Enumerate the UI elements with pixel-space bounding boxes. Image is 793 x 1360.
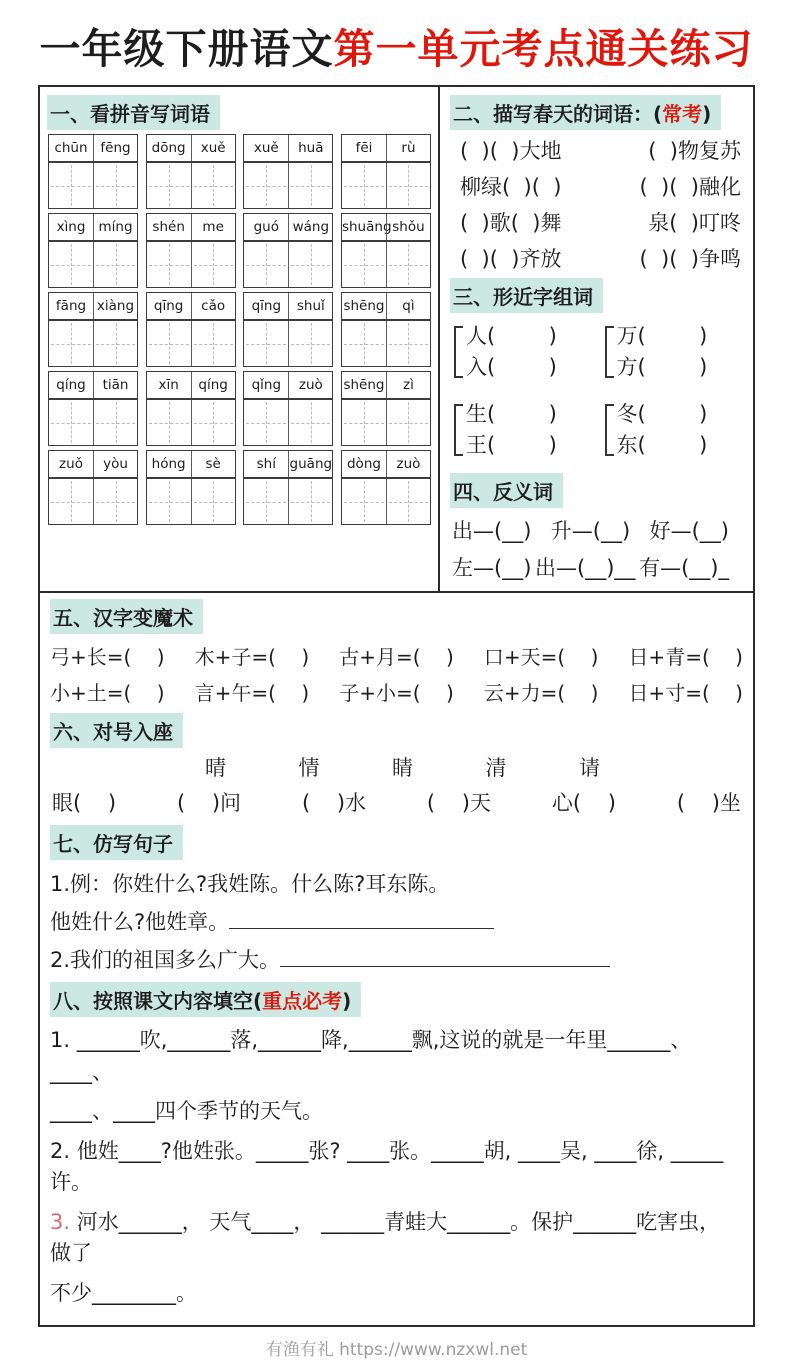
character-writing-cell xyxy=(147,479,191,524)
similar-char-group xyxy=(605,399,744,461)
antonyms-list xyxy=(450,515,743,582)
pinyin-syllable-row xyxy=(147,372,235,400)
section-1-header-label: 一、看拼音写词语 xyxy=(47,95,220,130)
spring-word-item: ( )( )大地 xyxy=(460,139,562,164)
writing-cells-row xyxy=(147,242,235,287)
similar-char-line: 生( ) xyxy=(466,402,557,427)
character-writing-cell xyxy=(288,479,332,524)
char-magic-item: 弓+长=( ) xyxy=(50,645,165,670)
spring-words-list xyxy=(450,134,743,274)
character-writing-cell xyxy=(191,163,235,208)
pinyin-syllable-row xyxy=(244,293,332,321)
pinyin-syllable: xiàng xyxy=(93,293,137,319)
matching-answers-row xyxy=(52,787,741,817)
character-writing-cell xyxy=(49,163,93,208)
section-3-header-label: 三、形近字组词 xyxy=(450,278,603,313)
pinyin-grid xyxy=(47,134,432,525)
antonyms-line xyxy=(452,552,741,582)
pinyin-syllable-row xyxy=(49,135,137,163)
pinyin-syllable: tiān xyxy=(93,372,137,398)
character-writing-cell xyxy=(386,163,430,208)
pinyin-syllable: wáng xyxy=(288,214,332,240)
similar-char-line: 方( ) xyxy=(616,355,708,380)
spring-word-item: ( )( )融化 xyxy=(639,175,741,200)
pinyin-syllable-row xyxy=(342,372,430,400)
section-fill-blanks xyxy=(50,982,743,1309)
writing-cells-row xyxy=(244,479,332,524)
similar-char-line: 入( ) xyxy=(466,355,557,380)
character-writing-cell xyxy=(191,479,235,524)
pinyin-syllable: qǐng xyxy=(251,377,282,394)
pinyin-word-block xyxy=(341,371,431,446)
pinyin-word-block xyxy=(48,371,138,446)
character-writing-cell xyxy=(191,242,235,287)
pinyin-syllable-row xyxy=(147,293,235,321)
similar-chars-grid xyxy=(454,321,743,461)
worksheet-body xyxy=(38,85,755,1327)
candidate-char: 情 xyxy=(298,756,320,781)
writing-cells-row xyxy=(49,163,137,208)
spring-word-item: 柳绿( )( ) xyxy=(460,175,562,200)
char-magic-line xyxy=(50,677,743,706)
pinyin-syllable: xuě xyxy=(253,140,279,157)
must-test-badge: 重点必考 xyxy=(262,989,343,1014)
badge-paren-close: ) xyxy=(342,989,352,1014)
pinyin-word-block xyxy=(146,292,236,367)
candidate-char: 清 xyxy=(485,756,507,781)
candidate-char: 请 xyxy=(579,756,600,781)
writing-cells-row xyxy=(342,321,430,366)
section-1-header xyxy=(47,95,432,130)
char-magic-item: 日+寸=( ) xyxy=(628,681,743,706)
pinyin-word-block xyxy=(146,371,236,446)
pinyin-row xyxy=(48,450,431,525)
section-2-header xyxy=(450,95,743,130)
pinyin-syllable-row xyxy=(147,451,235,479)
pinyin-syllable: qīng xyxy=(153,298,184,315)
character-writing-cell xyxy=(342,400,386,445)
writing-cells-row xyxy=(147,479,235,524)
candidate-char: 晴 xyxy=(205,756,226,781)
similar-char-group xyxy=(605,321,744,383)
pinyin-syllable: cǎo xyxy=(191,293,235,319)
character-writing-cell xyxy=(386,321,430,366)
pinyin-syllable: dòng xyxy=(346,456,381,473)
section-7-header xyxy=(50,825,743,860)
writing-cells-row xyxy=(244,400,332,445)
writing-cells-row xyxy=(342,479,430,524)
pinyin-syllable-row xyxy=(342,451,430,479)
char-magic-item: 古+月=( ) xyxy=(339,645,454,670)
matching-answer-item: 心( ) xyxy=(551,791,616,816)
character-writing-cell xyxy=(244,400,288,445)
right-column xyxy=(440,87,753,591)
pinyin-syllable: shén xyxy=(152,219,185,236)
pinyin-syllable-row xyxy=(342,135,430,163)
section-spring-words xyxy=(450,95,743,274)
title-black-part: 一年级下册语文 xyxy=(39,26,334,72)
section-7-header-label: 七、仿写句子 xyxy=(50,825,183,860)
character-writing-cell xyxy=(386,479,430,524)
similar-char-line: 东( ) xyxy=(616,433,708,458)
pinyin-syllable: xīn xyxy=(158,377,179,394)
fill-blank-item-2: 2. 他姓____?他姓张。_____张? ____张。_____胡, ____吴, ____徐, _____许。 xyxy=(50,1138,724,1195)
page-title xyxy=(0,26,793,73)
antonym-item: 好—(__) xyxy=(649,519,729,544)
character-writing-cell xyxy=(342,321,386,366)
char-magic-item: 小+土=( ) xyxy=(50,681,165,706)
section-8-header-label: 八、按照课文内容填空 xyxy=(53,989,253,1014)
pinyin-syllable-row xyxy=(147,214,235,242)
example-sentence: 1.例：你姓什么?我姓陈。什么陈?耳东陈。 xyxy=(50,872,450,897)
answer-blank-line xyxy=(229,914,494,929)
similar-char-lines xyxy=(617,399,708,461)
pinyin-syllable: guāng xyxy=(288,451,332,477)
similar-char-group xyxy=(454,321,593,383)
pinyin-syllable: dōng xyxy=(151,140,186,157)
section-5-header xyxy=(50,599,743,634)
pinyin-syllable: zì xyxy=(386,372,430,398)
pinyin-syllable: shuǐ xyxy=(288,293,332,319)
badge-paren-close: ) xyxy=(702,102,712,127)
pinyin-syllable: rù xyxy=(386,135,430,161)
pinyin-syllable: zuò xyxy=(386,451,430,477)
writing-cells-row xyxy=(342,163,430,208)
pinyin-word-block xyxy=(48,134,138,209)
pinyin-syllable: fēi xyxy=(355,140,373,157)
character-writing-cell xyxy=(342,163,386,208)
character-writing-cell xyxy=(191,321,235,366)
character-writing-cell xyxy=(49,400,93,445)
writing-cells-row xyxy=(49,321,137,366)
pinyin-syllable: qīng xyxy=(251,298,282,315)
item-3-number: 3. xyxy=(50,1209,71,1234)
pinyin-word-block xyxy=(146,213,236,288)
pinyin-syllable-row xyxy=(342,293,430,321)
character-writing-cell xyxy=(49,479,93,524)
antonym-item: 出—(__)__ xyxy=(535,556,636,581)
pinyin-syllable: shēng xyxy=(343,377,385,394)
pinyin-syllable: zuò xyxy=(288,372,332,398)
pinyin-syllable: míng xyxy=(93,214,137,240)
spring-word-item: ( )歌( )舞 xyxy=(460,211,562,236)
spring-words-row xyxy=(450,134,743,166)
pinyin-syllable-row xyxy=(49,451,137,479)
similar-char-lines xyxy=(617,321,708,383)
antonym-item: 左—(__) xyxy=(452,556,532,581)
similar-char-line: 王( ) xyxy=(466,433,557,458)
char-magic-item: 言+午=( ) xyxy=(194,681,310,706)
character-writing-cell xyxy=(244,321,288,366)
matching-answer-item: ( )水 xyxy=(301,791,367,816)
left-bracket-shape xyxy=(605,404,614,456)
pinyin-word-block xyxy=(341,134,431,209)
similar-char-lines xyxy=(466,321,557,383)
writing-cells-row xyxy=(244,163,332,208)
section-pinyin-words xyxy=(40,87,440,591)
section-5-header-label: 五、汉字变魔术 xyxy=(50,599,203,634)
pinyin-syllable: guó xyxy=(253,219,279,236)
pinyin-row xyxy=(48,134,431,209)
pinyin-syllable: shēng xyxy=(343,298,385,315)
character-writing-cell xyxy=(191,400,235,445)
character-writing-cell xyxy=(288,242,332,287)
character-writing-cell xyxy=(288,321,332,366)
character-writing-cell xyxy=(386,400,430,445)
two-column-area xyxy=(40,87,753,593)
footer-watermark: 有渔有礼 https://www.nzxwl.net xyxy=(265,1340,528,1360)
pinyin-word-block xyxy=(48,292,138,367)
pinyin-syllable: yòu xyxy=(93,451,137,477)
fill-blank-item-3-line-2: 不少________。 xyxy=(50,1280,197,1305)
pinyin-word-block xyxy=(243,450,333,525)
spring-word-item: ( )( )齐放 xyxy=(460,247,562,272)
spring-word-item: ( )物复苏 xyxy=(648,139,741,164)
left-bracket-shape xyxy=(454,404,463,456)
character-writing-cell xyxy=(147,242,191,287)
character-writing-cell xyxy=(288,400,332,445)
fill-blank-item-3-line-1: 3. 河水______， 天气____， ______青蛙大______。保护______吃害虫， 做了 xyxy=(50,1209,721,1266)
similar-char-lines xyxy=(466,399,557,461)
pinyin-word-block xyxy=(243,292,333,367)
pinyin-row xyxy=(48,371,431,446)
writing-cells-row xyxy=(49,242,137,287)
section-matching xyxy=(50,713,743,817)
character-writing-cell xyxy=(288,163,332,208)
worksheet-page xyxy=(0,26,793,1360)
bottom-area xyxy=(40,593,753,1325)
badge-paren-open: ( xyxy=(253,989,263,1014)
pinyin-syllable: sè xyxy=(191,451,235,477)
pinyin-syllable: huā xyxy=(288,135,332,161)
pinyin-syllable: zuǒ xyxy=(59,456,83,473)
character-writing-cell xyxy=(244,163,288,208)
similar-char-group xyxy=(454,399,593,461)
pinyin-word-block xyxy=(48,213,138,288)
antonym-item: 有—(__)_ xyxy=(639,556,729,581)
section-6-header xyxy=(50,713,743,748)
pinyin-syllable: chūn xyxy=(54,140,88,157)
char-magic-item: 云+力=( ) xyxy=(483,681,599,706)
character-writing-cell xyxy=(342,479,386,524)
pinyin-word-block xyxy=(243,371,333,446)
writing-cells-row xyxy=(244,321,332,366)
section-3-header xyxy=(450,278,743,313)
pinyin-word-block xyxy=(341,213,431,288)
character-writing-cell xyxy=(93,321,137,366)
matching-answer-item: ( )问 xyxy=(176,791,242,816)
spring-words-row xyxy=(450,206,743,238)
matching-answer-item: ( )坐 xyxy=(676,791,741,816)
pinyin-syllable: qíng xyxy=(191,372,235,398)
character-writing-cell xyxy=(244,242,288,287)
pinyin-syllable-row xyxy=(49,214,137,242)
section-similar-chars xyxy=(450,278,743,461)
spring-words-row xyxy=(450,170,743,202)
similar-char-line: 人( ) xyxy=(466,324,557,349)
writing-cells-row xyxy=(49,400,137,445)
character-writing-cell xyxy=(93,242,137,287)
character-writing-cell xyxy=(386,242,430,287)
similar-char-line: 万( ) xyxy=(616,324,708,349)
writing-cells-row xyxy=(244,242,332,287)
answer-blank-line xyxy=(280,952,610,967)
spring-word-item: 泉( )叮咚 xyxy=(648,211,741,236)
pinyin-word-block xyxy=(243,134,333,209)
character-writing-cell xyxy=(147,321,191,366)
pinyin-syllable: shuāng xyxy=(341,219,392,236)
section-char-magic xyxy=(50,599,743,706)
pinyin-syllable-row xyxy=(49,293,137,321)
antonym-item: 升—(__) xyxy=(550,519,631,544)
character-writing-cell xyxy=(93,479,137,524)
fill-blank-item-1-line-1: 1. ______吹,______落,______降,______飘,这说的就是一年里______、____、 xyxy=(50,1028,692,1084)
candidate-char: 睛 xyxy=(392,756,413,781)
pinyin-word-block xyxy=(146,134,236,209)
section-4-header xyxy=(450,473,743,508)
pinyin-syllable-row xyxy=(244,372,332,400)
similar-char-line: 冬( ) xyxy=(616,402,708,427)
imitate-prompt-2: 2.我们的祖国多么广大。 xyxy=(50,944,743,974)
character-writing-cell xyxy=(93,400,137,445)
char-magic-item: 子+小=( ) xyxy=(339,681,454,706)
spring-word-item: ( )( )争鸣 xyxy=(639,247,741,272)
pinyin-syllable-row xyxy=(244,214,332,242)
character-writing-cell xyxy=(93,163,137,208)
char-magic-line xyxy=(50,641,743,670)
pinyin-word-block xyxy=(341,450,431,525)
pinyin-syllable: me xyxy=(191,214,235,240)
writing-cells-row xyxy=(342,400,430,445)
char-magic-list xyxy=(50,641,743,706)
pinyin-syllable: xìng xyxy=(56,219,86,236)
character-writing-cell xyxy=(49,242,93,287)
pinyin-row xyxy=(48,292,431,367)
char-magic-item: 日+青=( ) xyxy=(628,645,743,670)
character-writing-cell xyxy=(147,163,191,208)
section-sentence-imitation xyxy=(50,825,743,974)
section-2-header-label: 二、描写春天的词语： xyxy=(453,102,653,127)
antonyms-line xyxy=(452,515,741,545)
matching-answer-item: 眼( ) xyxy=(52,791,117,816)
pinyin-word-block xyxy=(48,450,138,525)
left-bracket-shape xyxy=(605,326,614,378)
section-8-header xyxy=(50,982,743,1017)
pinyin-syllable-row xyxy=(49,372,137,400)
imitate-prompt-1: 他姓什么?他姓章。 xyxy=(50,906,743,936)
character-writing-cell xyxy=(147,400,191,445)
spring-words-row xyxy=(450,242,743,274)
character-writing-cell xyxy=(244,479,288,524)
candidate-chars-row xyxy=(205,752,600,782)
writing-cells-row xyxy=(49,479,137,524)
pinyin-word-block xyxy=(243,213,333,288)
fill-blank-item-1-line-2: ____、____四个季节的天气。 xyxy=(50,1099,323,1124)
pinyin-syllable-row xyxy=(244,451,332,479)
writing-cells-row xyxy=(147,400,235,445)
pinyin-syllable: shǒu xyxy=(386,214,430,240)
writing-cells-row xyxy=(147,163,235,208)
antonym-item: 出—(__) xyxy=(452,519,532,544)
title-red-part: 第一单元考点通关练习 xyxy=(333,26,754,72)
section-6-header-label: 六、对号入座 xyxy=(50,713,183,748)
pinyin-syllable: hóng xyxy=(151,456,186,473)
character-writing-cell xyxy=(49,321,93,366)
writing-cells-row xyxy=(147,321,235,366)
char-magic-item: 口+天=( ) xyxy=(483,645,599,670)
writing-cells-row xyxy=(342,242,430,287)
pinyin-word-block xyxy=(146,450,236,525)
pinyin-row xyxy=(48,213,431,288)
often-tested-badge: 常考 xyxy=(662,102,703,127)
badge-paren-open: ( xyxy=(653,102,663,127)
section-4-header-label: 四、反义词 xyxy=(450,473,563,508)
pinyin-syllable: qì xyxy=(386,293,430,319)
pinyin-syllable-row xyxy=(342,214,430,242)
left-bracket-shape xyxy=(454,326,463,378)
pinyin-syllable: fāng xyxy=(55,298,87,315)
pinyin-word-block xyxy=(341,292,431,367)
pinyin-syllable-row xyxy=(244,135,332,163)
character-writing-cell xyxy=(342,242,386,287)
pinyin-syllable: qíng xyxy=(56,377,86,394)
pinyin-syllable: shí xyxy=(256,456,276,473)
matching-answer-item: ( )天 xyxy=(426,791,491,816)
pinyin-syllable: xuě xyxy=(191,135,235,161)
pinyin-syllable: fēng xyxy=(93,135,137,161)
char-magic-item: 木+子=( ) xyxy=(194,645,310,670)
section-antonyms xyxy=(450,473,743,582)
pinyin-syllable-row xyxy=(147,135,235,163)
